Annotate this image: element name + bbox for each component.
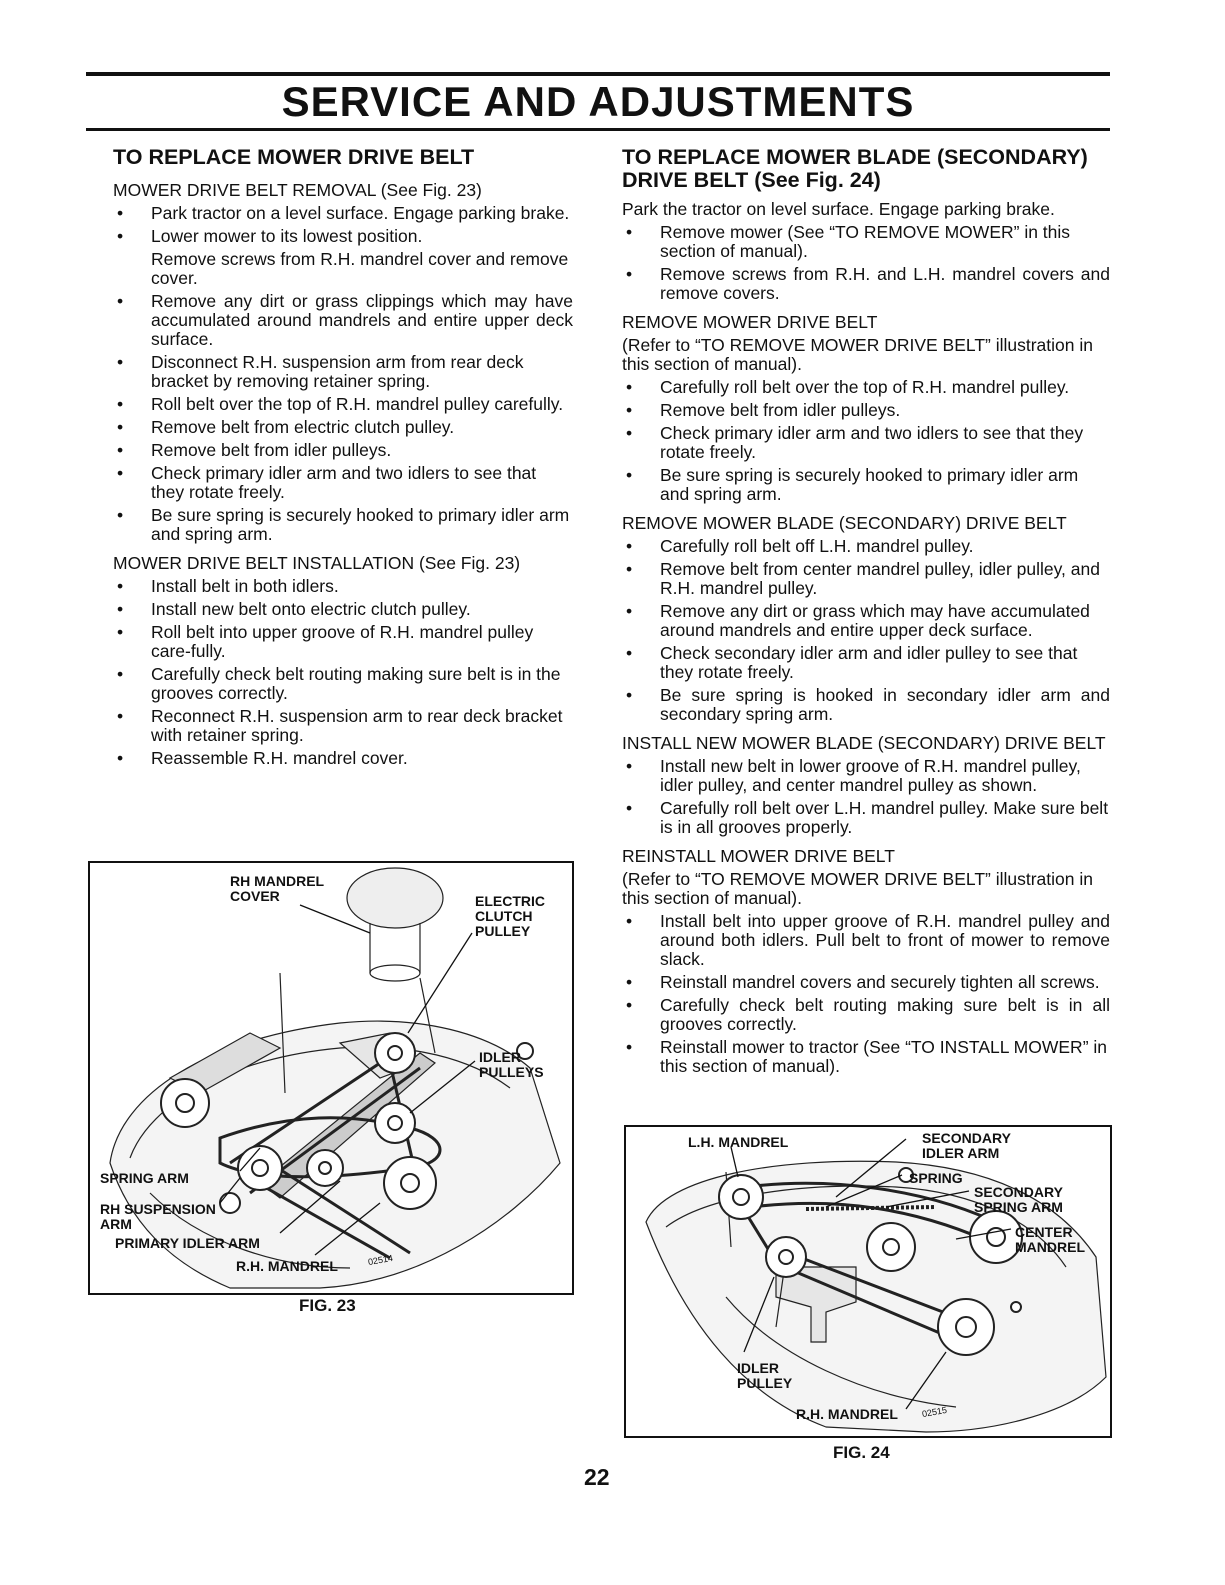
bullet: • — [626, 400, 633, 420]
page-number: 22 — [584, 1464, 610, 1490]
list-item: • Remove belt from center mandrel pulley, idler pulley, and R.H. mandrel pulley. — [626, 559, 1100, 598]
section-heading-replace-blade-belt: TO REPLACE MOWER BLADE (SECONDARY) DRIVE BELT (See Fig. 24) — [622, 145, 1088, 192]
bullet: • — [626, 423, 633, 443]
list-item-continuation: Remove screws from R.H. mandrel cover and remove cover. — [151, 249, 569, 288]
reinstall-drive-belt-title: REINSTALL MOWER DRIVE BELT — [622, 846, 895, 866]
label-spring-arm: SPRING ARM — [100, 1170, 189, 1186]
list-item: • Reconnect R.H. suspension arm to rear deck bracket with retainer spring. — [117, 706, 563, 745]
remove-drive-belt-steps — [622, 378, 1110, 504]
bullet: • — [626, 972, 633, 992]
bullet: • — [626, 1037, 633, 1057]
header-rule-bottom — [86, 128, 1110, 131]
page-title: SERVICE AND ADJUSTMENTS — [281, 78, 915, 125]
list-item: • Reinstall mandrel covers and securely tighten all screws. — [626, 972, 1100, 992]
removal-steps — [113, 204, 573, 544]
list-item: • Roll belt into upper groove of R.H. mandrel pulley care-fully. — [117, 622, 534, 661]
label-primary-idler-arm: PRIMARY IDLER ARM — [115, 1235, 260, 1251]
label-spring: SPRING — [909, 1170, 963, 1186]
label-rh-mandrel: R.H. MANDREL — [236, 1258, 338, 1274]
right-column — [622, 146, 1110, 1080]
list-item: • Reinstall mower to tractor (See “TO INSTALL MOWER” in this section of manual). — [626, 1037, 1108, 1076]
list-item: • Check secondary idler arm and idler pulley to see that they rotate freely. — [626, 643, 1078, 682]
remove-blade-belt-steps — [622, 537, 1110, 724]
bullet: • — [117, 599, 124, 619]
label-lh-mandrel: L.H. MANDREL — [688, 1134, 789, 1150]
list-item: • Check primary idler arm and two idlers to see that they rotate freely. — [117, 463, 537, 502]
bullet: • — [626, 377, 633, 397]
list-item: • Carefully roll belt over L.H. mandrel pulley. Make sure belt is in all grooves properly. — [626, 798, 1109, 837]
figure-code: 02514 — [367, 1252, 394, 1268]
left-column — [113, 146, 573, 772]
list-item: • Be sure spring is securely hooked to primary idler arm and spring arm. — [117, 505, 570, 544]
list-item: • Remove mower (See “TO REMOVE MOWER” in this section of manual). — [626, 222, 1071, 261]
list-item: • Lower mower to its lowest position. Remove screws from R.H. mandrel cover and remove cover. — [113, 227, 573, 288]
bullet: • — [626, 222, 633, 242]
list-item: • Carefully check belt routing making sure belt is in all grooves correctly. — [626, 995, 1110, 1034]
install-blade-belt-steps — [622, 757, 1110, 837]
list-item: • Remove belt from electric clutch pulley. — [117, 417, 455, 437]
list-item: • Carefully check belt routing making sure belt is in the grooves correctly. — [117, 664, 561, 703]
list-item: • Install belt in both idlers. — [117, 576, 339, 596]
label-rh-suspension-arm: RH SUSPENSION ARM — [100, 1201, 216, 1232]
intro-text: Park the tractor on level surface. Engage parking brake. — [622, 199, 1055, 219]
label-secondary-idler-arm: SECONDARY IDLER ARM — [922, 1130, 1011, 1161]
list-item: • Install belt into upper groove of R.H. mandrel pulley and around both idlers. Pull belt to front of mower to remove slack. — [626, 911, 1110, 969]
list-item: • Carefully roll belt over the top of R.H. mandrel pulley. — [626, 377, 1070, 397]
label-electric-clutch-pulley: ELECTRIC CLUTCH PULLEY — [475, 893, 545, 939]
bullet: • — [117, 463, 124, 483]
label-idler-pulley: IDLER PULLEY — [737, 1360, 793, 1391]
bullet: • — [626, 601, 633, 621]
bullet: • — [117, 706, 124, 726]
header-rule-top — [86, 72, 1110, 76]
reinstall-drive-belt-steps — [622, 912, 1110, 1076]
bullet: • — [626, 685, 633, 705]
list-item: • Check primary idler arm and two idlers to see that they rotate freely. — [626, 423, 1084, 462]
section-heading-replace-drive-belt: TO REPLACE MOWER DRIVE BELT — [113, 145, 475, 169]
list-item: • Disconnect R.H. suspension arm from rear deck bracket by removing retainer spring. — [117, 352, 524, 391]
bullet: • — [626, 911, 633, 931]
bullet: • — [117, 505, 124, 525]
bullet: • — [626, 465, 633, 485]
label-center-mandrel: CENTER MANDREL — [1015, 1224, 1085, 1255]
list-item: • Roll belt over the top of R.H. mandrel pulley carefully. — [117, 394, 564, 414]
list-item: • Reassemble R.H. mandrel cover. — [117, 748, 408, 768]
bullet: • — [117, 291, 124, 311]
bullet: • — [117, 352, 124, 372]
mower-deck-secondary-drawing — [626, 1127, 1110, 1436]
list-item: • Install new belt in lower groove of R.H. mandrel pulley, idler pulley, and center mandrel pulley as shown. — [626, 756, 1081, 795]
bullet: • — [117, 748, 124, 768]
list-item: • Remove any dirt or grass clippings which may have accumulated around mandrels and entire upper deck surface. — [117, 291, 573, 349]
reinstall-drive-belt-note: (Refer to “TO REMOVE MOWER DRIVE BELT” illustration in this section of manual). — [622, 869, 1093, 908]
figure-23-caption: FIG. 23 — [299, 1296, 356, 1315]
figure-23 — [88, 861, 574, 1295]
bullet: • — [117, 622, 124, 642]
bullet: • — [626, 536, 633, 556]
remove-blade-belt-title: REMOVE MOWER BLADE (SECONDARY) DRIVE BELT — [622, 513, 1067, 533]
list-item: • Remove any dirt or grass which may have accumulated around mandrels and entire upper deck surface. — [626, 601, 1090, 640]
bullet: • — [117, 417, 124, 437]
figure-code: 02515 — [921, 1404, 948, 1420]
install-blade-belt-title: INSTALL NEW MOWER BLADE (SECONDARY) DRIVE BELT — [622, 733, 1106, 753]
bullet: • — [626, 264, 633, 284]
label-idler-pulleys: IDLER PULLEYS — [479, 1049, 544, 1080]
list-item: • Remove screws from R.H. and L.H. mandrel covers and remove covers. — [626, 264, 1110, 303]
bullet: • — [626, 798, 633, 818]
bullet: • — [626, 756, 633, 776]
remove-drive-belt-title: REMOVE MOWER DRIVE BELT — [622, 312, 878, 332]
bullet: • — [117, 440, 124, 460]
bullet: • — [626, 643, 633, 663]
bullet: • — [626, 995, 633, 1015]
remove-drive-belt-note: (Refer to “TO REMOVE MOWER DRIVE BELT” illustration in this section of manual). — [622, 335, 1093, 374]
label-rh-mandrel-cover: RH MANDREL COVER — [230, 873, 325, 904]
install-steps — [113, 577, 573, 768]
figure-24 — [624, 1125, 1112, 1438]
bullet: • — [117, 576, 124, 596]
list-item: • Install new belt onto electric clutch pulley. — [117, 599, 471, 619]
intro-steps — [622, 223, 1110, 303]
removal-title: MOWER DRIVE BELT REMOVAL (See Fig. 23) — [113, 180, 482, 200]
label-rh-mandrel: R.H. MANDREL — [796, 1406, 898, 1422]
bullet: • — [117, 203, 124, 223]
bullet: • — [117, 226, 124, 246]
install-title: MOWER DRIVE BELT INSTALLATION (See Fig. 23) — [113, 553, 521, 573]
list-item: • Be sure spring is hooked in secondary idler arm and secondary spring arm. — [626, 685, 1110, 724]
list-item: • Park tractor on a level surface. Engage parking brake. — [117, 203, 570, 223]
figure-24-caption: FIG. 24 — [833, 1443, 890, 1462]
label-secondary-spring-arm: SECONDARY SPRING ARM — [974, 1184, 1063, 1215]
list-item: • Be sure spring is securely hooked to primary idler arm and spring arm. — [626, 465, 1079, 504]
bullet: • — [117, 394, 124, 414]
bullet: • — [626, 559, 633, 579]
list-item: • Carefully roll belt off L.H. mandrel pulley. — [626, 536, 974, 556]
bullet: • — [117, 664, 124, 684]
list-item: • Remove belt from idler pulleys. — [626, 400, 901, 420]
list-item: • Remove belt from idler pulleys. — [117, 440, 392, 460]
